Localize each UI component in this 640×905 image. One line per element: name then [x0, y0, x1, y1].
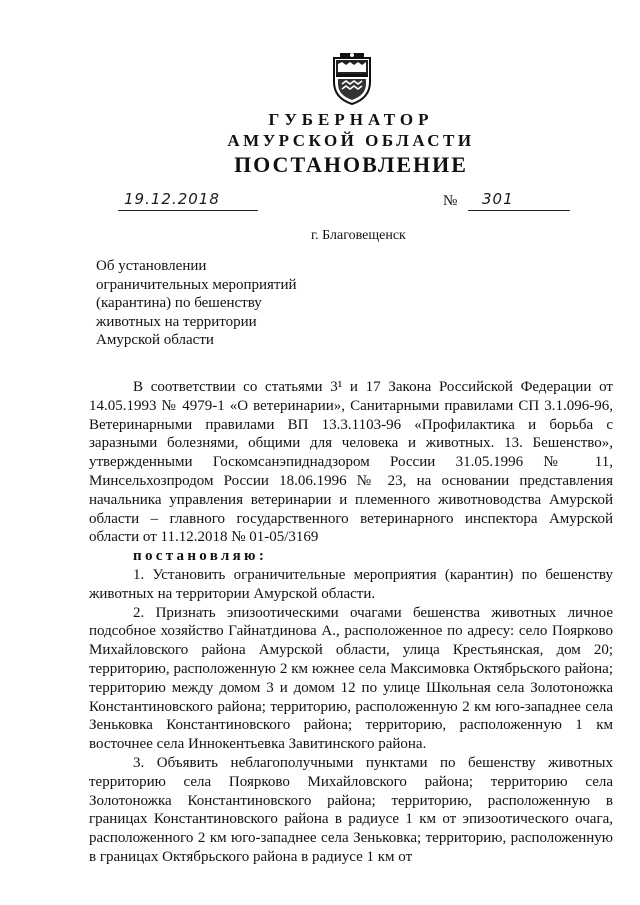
region-title: АМУРСКОЙ ОБЛАСТИ	[227, 131, 475, 150]
number-field	[468, 190, 570, 211]
document-type-title: ПОСТАНОВЛЕНИЕ	[234, 152, 468, 177]
coat-of-arms-icon	[330, 52, 374, 106]
document-body	[89, 378, 613, 867]
document-subject	[96, 257, 297, 350]
handwritten-number: 301	[482, 190, 514, 208]
item-3-paragraph: 3. Объявить неблагополучными пунктами по бешенству животных территорию села Поярково Михайловского района; территорию села Золотоножка Константиновского района; территорию, расположенную в границах Константиновского района в радиусе 1 км от эпизоотического очага, расположенного 2 км юго-западнее села Зеньковка; территорию, расположенную в границах Октябрьского района в радиусе 1 км от	[89, 754, 613, 865]
item-2-paragraph: 2. Признать эпизоотическими очагами бешенства животных личное подсобное хозяйство Гайнатдинова А., расположенное по адресу: село Поярково Михайловского района Амурской области, улица Крестьянская, дом 20; территорию, расположенную 2 км южнее села Максимовка Октябрьского района; территорию между домом 3 и домом 12 по улице Школьная села Золотоножка Константиновского района; территорию, расположенную 2 км юго-западнее села Зеньковка Константиновского района; территорию, расположенную 1 км восточнее села Иннокентьевка Завитинского района.	[89, 604, 613, 753]
governor-title: ГУБЕРНАТОР	[268, 110, 434, 129]
subject-line: Амурской области	[96, 332, 214, 349]
decree-word: постановляю:	[133, 548, 268, 565]
city-label: г. Благовещенск	[311, 228, 406, 243]
subject-line: животных на территории	[96, 313, 257, 330]
subject-line: Об установлении	[96, 258, 207, 274]
subject-line: ограничительных мероприятий	[96, 276, 297, 293]
item-1-paragraph: 1. Установить ограничительные мероприятия (карантин) по бешенству животных на территории Амурской области.	[89, 566, 613, 602]
handwritten-date: 19.12.2018	[124, 190, 220, 208]
preamble-paragraph: В соответствии со статьями 3¹ и 17 Закона Российской Федерации от 14.05.1993 № 4979-1 «О ветеринарии», Санитарными правилами СП 3.1.096-96, Ветеринарными правилами ВП 13.3.1103-96 «Профилактика и борьба с заразными болезнями, общими для человека и животных. 13. Бешенство», утвержденными Госкомсанэпиднадзором России 31.05.1996 № 11, Минсельхозпродом России 18.06.1996 № 23, на основании представления начальника управления ветеринарии и племенного животноводства Амурской области – главного государственного ветеринарного инспектора Амурской области от 11.12.2018 № 01-05/3169	[89, 379, 613, 546]
date-field	[118, 190, 258, 211]
subject-line: (карантина) по бешенству	[96, 295, 262, 312]
number-sign: №	[443, 193, 458, 209]
